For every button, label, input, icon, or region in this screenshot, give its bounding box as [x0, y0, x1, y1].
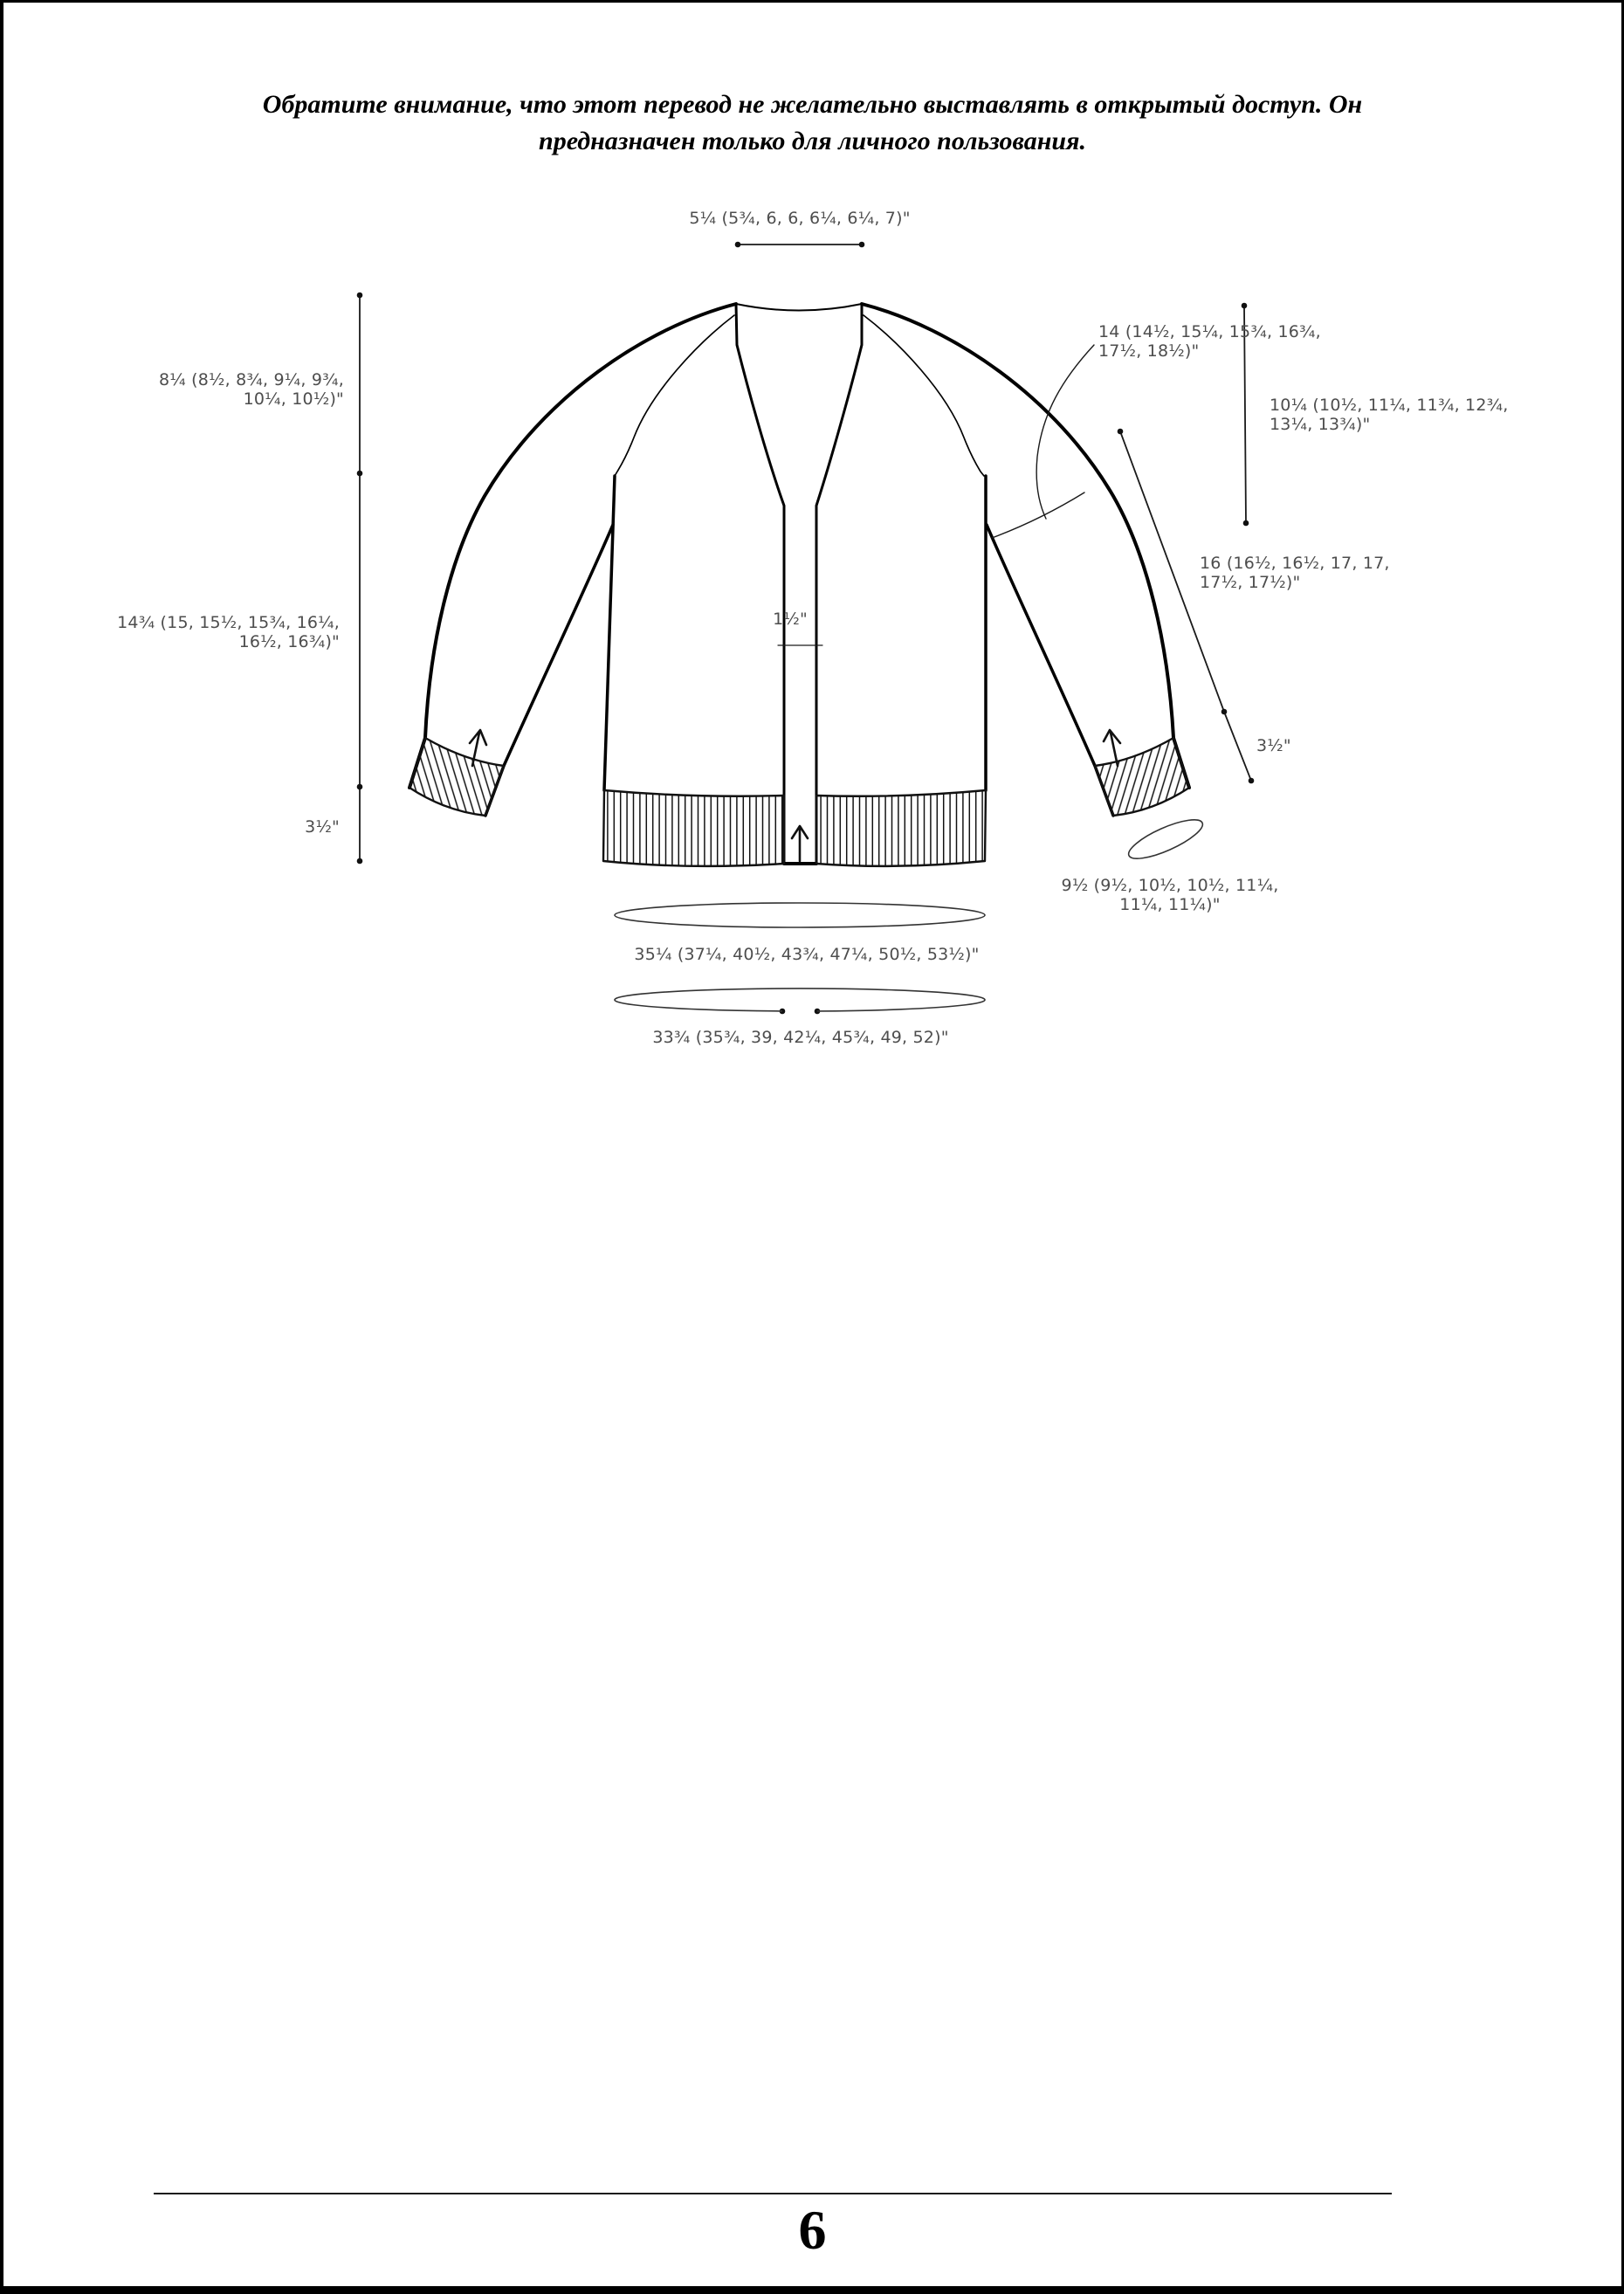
cuff-circumference-label-line1: 9½ (9½, 10½, 10½, 11¼, [1061, 876, 1279, 895]
upper-arm-arc [992, 493, 1084, 538]
left-cuff-ribbing [409, 738, 504, 816]
left-sleeve-inner-edge [485, 525, 613, 816]
footer-divider [154, 2193, 1392, 2194]
hem-rib-height-label: 3½" [305, 817, 340, 837]
sleeve-length-label-line1: 16 (16½, 16½, 17, 17, [1200, 554, 1390, 573]
translation-warning-line1: Обратите внимание, что этот перевод не желательно выставлять в открытый доступ. Он [262, 90, 1363, 119]
left-front-neck-edge [736, 304, 784, 864]
back-neck-curve [736, 304, 862, 311]
cardigan-outline [409, 304, 1189, 864]
left-raglan-line [615, 315, 734, 476]
body-direction-arrow [792, 826, 808, 861]
bust-circumference-ellipse [615, 903, 985, 927]
back-neck-width-label: 5¼ (5¾, 6, 6, 6¼, 6¼, 7)" [689, 209, 911, 228]
armhole-depth-label-line2: 13¼, 13¾)" [1270, 415, 1371, 434]
right-sleeve-outer-edge [862, 304, 1189, 788]
page-number: 6 [798, 2199, 827, 2261]
left-body-side [604, 476, 615, 790]
right-cuff-ribbing [1095, 738, 1189, 816]
hem-ribbing-left [603, 790, 784, 866]
yoke-depth-label-line2: 10¼, 10½)" [243, 389, 344, 409]
cuff-rib-height-label: 3½" [1256, 736, 1291, 755]
raglan-label-line1: 14 (14½, 15¼, 15¾, 16¾, [1098, 322, 1321, 341]
cardigan-schematic [3, 3, 1624, 1138]
left-sleeve-outer-edge [409, 304, 736, 788]
front-band-width-label: 1½" [773, 610, 808, 629]
cuff-circumference-ellipse [1125, 812, 1208, 865]
sleeve-measure-line [1120, 431, 1251, 781]
hem-circumference-ellipse [615, 989, 985, 1011]
bust-circumference-label: 35¼ (37¼, 40½, 43¾, 47¼, 50½, 53½)" [634, 945, 980, 964]
knitting-direction-arrows [470, 730, 1120, 861]
raglan-label-line2: 17½, 18½)" [1098, 341, 1200, 361]
translation-warning-line2: предназначен только для личного пользования. [539, 127, 1086, 155]
armhole-depth-label-line1: 10¼ (10½, 11¼, 11¾, 12¾, [1270, 396, 1509, 415]
body-length-label-line1: 14¾ (15, 15½, 15¾, 16¼, [117, 613, 340, 632]
hem-ribbing-right [816, 790, 986, 866]
measurement-labels [117, 209, 1508, 1047]
right-sleeve-inner-edge [987, 525, 1113, 816]
right-raglan-line [864, 315, 984, 476]
sleeve-length-label-line2: 17½, 17½)" [1200, 573, 1301, 592]
cuff-circumference-label-line2: 11¼, 11¼)" [1119, 895, 1221, 914]
hem-circumference-label: 33¾ (35¾, 39, 42¼, 45¾, 49, 52)" [652, 1028, 949, 1047]
right-front-neck-edge [816, 304, 862, 864]
yoke-depth-label-line1: 8¼ (8½, 8¾, 9¼, 9¾, [158, 370, 344, 389]
body-length-label-line2: 16½, 16¾)" [238, 632, 340, 651]
